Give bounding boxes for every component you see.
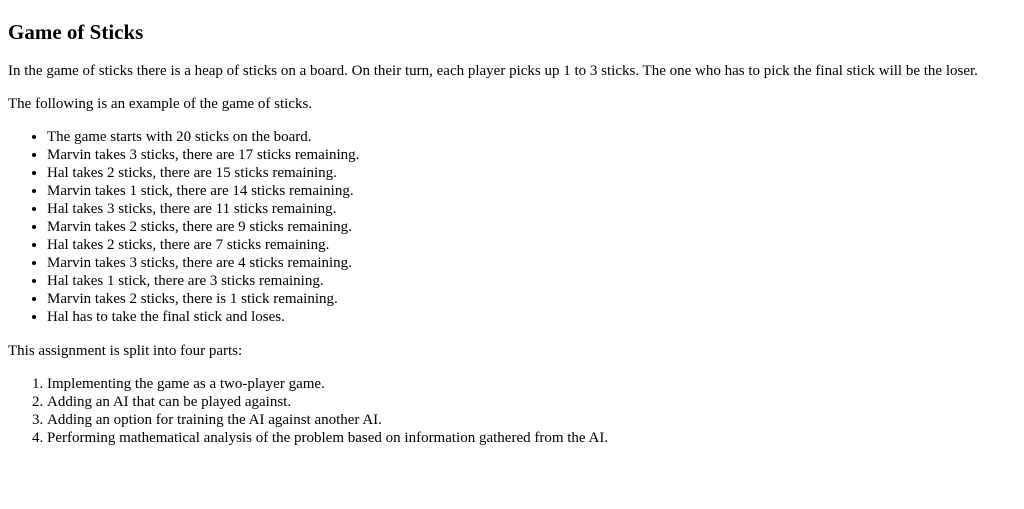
list-item: • Hal takes 2 sticks, there are 15 sticks remaining. bbox=[47, 164, 1016, 182]
list-item: • Hal takes 1 stick, there are 3 sticks remaining. bbox=[47, 272, 1016, 290]
list-item: • Hal takes 2 sticks, there are 7 sticks remaining. bbox=[47, 236, 1016, 254]
list-item: 2. Adding an AI that can be played against. bbox=[47, 393, 1016, 411]
list-item: • Marvin takes 1 stick, there are 14 sticks remaining. bbox=[47, 182, 1016, 200]
list-item: • Marvin takes 2 sticks, there is 1 stick remaining. bbox=[47, 290, 1016, 308]
list-item: • Hal takes 3 sticks, there are 11 sticks remaining. bbox=[47, 200, 1016, 218]
document-page bbox=[0, 20, 1024, 447]
list-item: • The game starts with 20 sticks on the board. bbox=[47, 128, 1016, 146]
list-item: • Marvin takes 3 sticks, there are 17 sticks remaining. bbox=[47, 146, 1016, 164]
list-item: • Hal has to take the final stick and loses. bbox=[47, 308, 1016, 326]
list-item: 3. Adding an option for training the AI against another AI. bbox=[47, 411, 1016, 429]
parts-intro-paragraph: This assignment is split into four parts: bbox=[8, 343, 243, 359]
intro-paragraph: In the game of sticks there is a heap of sticks on a board. On their turn, each player picks up 1 to 3 sticks. The one who has to pick the final stick will be the loser. bbox=[8, 63, 978, 79]
page-title: Game of Sticks bbox=[8, 20, 144, 44]
list-item: • Marvin takes 3 sticks, there are 4 sticks remaining. bbox=[47, 254, 1016, 272]
list-item: 1. Implementing the game as a two-player game. bbox=[47, 375, 1016, 393]
assignment-parts-list bbox=[8, 375, 1016, 447]
example-steps-list bbox=[8, 128, 1016, 326]
list-item: 4. Performing mathematical analysis of the problem based on information gathered from the AI. bbox=[47, 429, 1016, 447]
example-intro-paragraph: The following is an example of the game of sticks. bbox=[8, 96, 313, 112]
list-item: • Marvin takes 2 sticks, there are 9 sticks remaining. bbox=[47, 218, 1016, 236]
